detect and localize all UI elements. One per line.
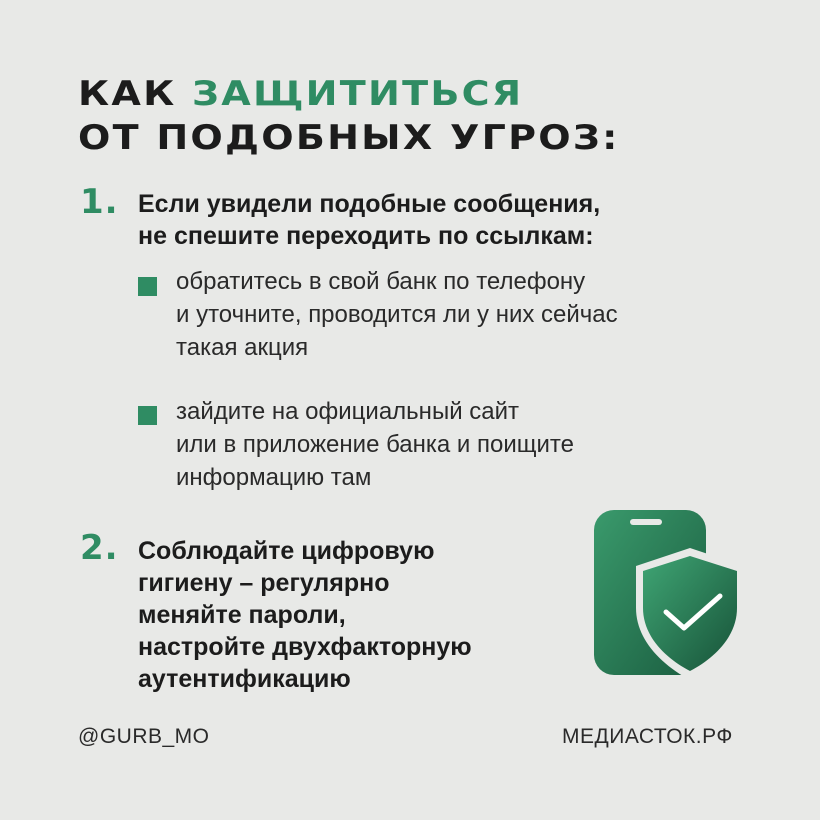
bullet-line: или в приложение банка и поищите (176, 431, 574, 458)
step-2-heading (138, 535, 472, 695)
phone-shield-check-icon (592, 510, 752, 685)
step-1-heading-line: не спешите переходить по ссылкам: (138, 222, 594, 250)
bullet-line: и уточните, проводится ли у них сейчас (176, 301, 618, 328)
step-2-number: 2. (80, 528, 119, 568)
step-1-heading-line: Если увидели подобные сообщения, (138, 190, 601, 218)
step-2-line: Соблюдайте цифровую (138, 537, 435, 565)
bullet-line: такая акция (176, 334, 309, 361)
bullet-line: информацию там (176, 464, 372, 491)
step-1-number: 1. (80, 182, 119, 222)
title-accent: ЗАЩИТИТЬСЯ (191, 74, 524, 114)
step-2-line: аутентификацию (138, 665, 351, 693)
title-line-1 (78, 72, 620, 116)
bullet-item-1 (176, 265, 618, 364)
footer-handle: @GURB_MO (78, 725, 210, 748)
bullet-item-2 (176, 395, 574, 494)
title-line-2: ОТ ПОДОБНЫХ УГРОЗ: (78, 118, 620, 158)
page-title (78, 72, 620, 160)
step-2-line: гигиену – регулярно (138, 569, 390, 597)
step-1-heading (138, 188, 600, 252)
title-prefix: КАК (78, 74, 192, 114)
bullet-line: обратитесь в свой банк по телефону (176, 268, 586, 295)
bullet-square-icon (138, 406, 157, 425)
step-2-line: настройте двухфакторную (138, 633, 472, 661)
footer-site: МЕДИАСТОК.РФ (562, 725, 733, 748)
step-2-line: меняйте пароли, (138, 601, 346, 629)
bullet-line: зайдите на официальный сайт (176, 398, 520, 425)
bullet-square-icon (138, 277, 157, 296)
